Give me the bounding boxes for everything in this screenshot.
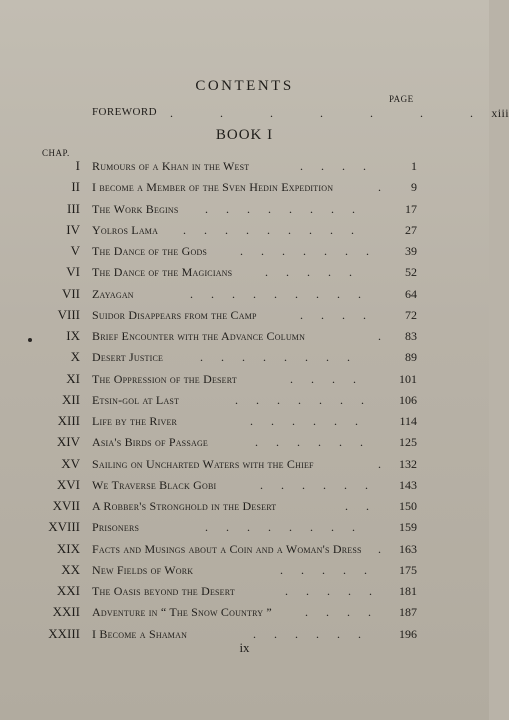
chapter-number: X [70, 349, 80, 365]
leader-dots: . . . . . . . [240, 244, 369, 258]
chapter-title: Adventure in “ The Snow Country ” [92, 605, 272, 620]
leader-dots: . [378, 541, 381, 556]
chapter-entry [0, 179, 489, 199]
leader-dots: . . . . . . . . . [190, 286, 361, 301]
chapter-page: 106 [399, 392, 417, 407]
chapter-entry [0, 243, 489, 263]
chapter-entry [0, 201, 489, 221]
leader-dots: . . . . . . [253, 626, 361, 641]
chapter-title: The Dance of the Gods [92, 244, 208, 258]
chapter-title: The Oasis beyond the Desert [92, 584, 235, 598]
book-heading: BOOK I [215, 127, 274, 143]
chapter-entry [0, 222, 489, 242]
chapter-entry [0, 541, 489, 561]
chapter-title: The Work Begins [92, 201, 179, 216]
chapter-number: III [67, 200, 80, 216]
chapter-title: Rumours of a Khan in the West [92, 159, 250, 173]
chapter-number: IX [66, 328, 80, 343]
leader-dots: . . . . . . . [235, 392, 364, 407]
chapter-number: XVII [52, 498, 80, 513]
chapter-title: Zayagan [92, 286, 134, 301]
chapter-title: Facts and Musings about a Coin and a Woman's Dress [92, 541, 362, 556]
chapter-number: XV [61, 455, 80, 471]
leader-dots: . . . . . . [250, 414, 358, 428]
chapter-number: XI [66, 370, 80, 386]
chapter-page: 132 [399, 456, 417, 471]
leader-dots: . . . . . . . . [205, 201, 355, 216]
contents-heading: CONTENTS [195, 78, 294, 94]
chapter-title: A Robber's Stronghold in the Desert [92, 499, 277, 513]
chapter-number: VIII [57, 306, 80, 322]
chapter-number: IV [66, 221, 80, 237]
chapter-title: The Oppression of the Desert [92, 371, 237, 386]
chapter-page: 64 [405, 286, 417, 301]
foreword-label: FOREWORD [92, 106, 157, 118]
leader-dots: . . . . . . . . [200, 350, 350, 365]
chapter-entry [0, 562, 489, 582]
chapter-number: XII [61, 391, 80, 407]
chapter-number: XIII [57, 413, 80, 428]
chapter-page: 101 [399, 371, 417, 386]
chapter-page: 163 [399, 541, 417, 556]
leader-dots: . . . . [290, 371, 356, 386]
chapter-number: XX [61, 561, 80, 577]
chapter-title: Brief Encounter with the Advance Column [92, 329, 306, 343]
chapter-number: XIX [56, 540, 80, 556]
chapter-title: I Become a Shaman [92, 626, 188, 641]
chapter-number: VII [61, 285, 80, 301]
chapter-entry [0, 158, 489, 178]
leader-dots: . . . . . . [260, 477, 368, 492]
chapter-entry [0, 349, 489, 369]
chapter-entry [0, 328, 489, 348]
chapter-page: 1 [411, 159, 417, 173]
chapter-page: 181 [399, 584, 417, 598]
chapter-page: 150 [399, 499, 417, 513]
chapter-entry [0, 519, 489, 539]
chapter-entry [0, 413, 489, 433]
chapter-title: Etsin-gol at Last [92, 392, 180, 407]
chapter-title: We Traverse Black Gobi [92, 477, 217, 492]
chapter-entry [0, 583, 489, 603]
leader-dots: . [378, 456, 381, 471]
chapter-page: 83 [405, 329, 417, 343]
chapter-title: Suidor Disappears from the Camp [92, 307, 257, 322]
chapter-title: Yolros Lama [92, 222, 159, 237]
chapter-page: 17 [405, 201, 417, 216]
chapter-entry [0, 477, 489, 497]
leader-dots: . . . . . . [255, 435, 363, 450]
paper-speck [28, 338, 32, 342]
leader-dots: . [378, 329, 381, 343]
chapter-page: 187 [399, 605, 417, 620]
chapter-entry [0, 434, 489, 454]
chapter-page: 27 [405, 222, 417, 237]
chapter-page: 175 [399, 562, 417, 577]
chapter-number: XXIII [48, 625, 80, 641]
chapter-column-label: CHAP. [42, 148, 70, 158]
chapter-entry [0, 264, 489, 284]
leader-dots: . [378, 180, 381, 195]
chapter-page: 39 [405, 244, 417, 258]
leader-dots: . . . . [305, 605, 371, 620]
leader-dots: . . . . . [280, 562, 367, 577]
chapter-title: Life by the River [92, 414, 178, 428]
chapter-entry [0, 392, 489, 412]
chapter-entry [0, 371, 489, 391]
chapter-number: XVIII [48, 519, 80, 535]
chapter-number: XVI [56, 476, 80, 492]
leader-dots: . . . . . . . . . [183, 222, 354, 237]
chapter-number: VI [66, 264, 80, 280]
foreword-entry [92, 106, 509, 122]
chapter-entry [0, 604, 489, 624]
leader-dots: . . . . . . . [170, 106, 495, 120]
chapter-page: 159 [399, 520, 417, 535]
leader-dots: . . . . . [265, 265, 352, 280]
chapter-title: New Fields of Work [92, 562, 194, 577]
leader-dots: . . . . . . . . [205, 520, 355, 535]
chapter-page: 114 [399, 414, 417, 428]
chapter-number: V [70, 243, 80, 258]
chapter-entry [0, 286, 489, 306]
chapter-page: 143 [399, 477, 417, 492]
chapter-page: 196 [399, 626, 417, 641]
chapter-entry [0, 456, 489, 476]
chapter-page: 125 [399, 435, 417, 450]
chapter-page: 72 [405, 307, 417, 322]
chapter-number: XIV [56, 434, 80, 450]
chapter-number: II [71, 179, 80, 195]
chapter-number: I [75, 158, 80, 173]
chapter-number: XXI [56, 583, 80, 598]
chapter-entry [0, 307, 489, 327]
chapter-title: I become a Member of the Sven Hedin Expedition [92, 180, 334, 195]
chapter-title: Sailing on Uncharted Waters with the Chief [92, 456, 314, 471]
page-number: ix [239, 640, 250, 655]
chapter-title: Prisoners [92, 520, 140, 535]
chapter-page: 9 [411, 180, 417, 195]
foreword-page: xiii [491, 106, 509, 120]
page-column-label: PAGE [389, 94, 414, 104]
leader-dots: . . . . [300, 307, 366, 322]
chapter-entry [0, 498, 489, 518]
leader-dots: . . . . . [285, 584, 372, 598]
chapter-page: 52 [405, 265, 417, 280]
chapter-title: The Dance of the Magicians [92, 265, 233, 280]
chapter-number: XXII [52, 604, 80, 620]
leader-dots: . . . . [300, 159, 366, 173]
chapter-title: Asia's Birds of Passage [92, 435, 209, 450]
leader-dots: . . [345, 499, 369, 513]
chapter-page: 89 [405, 350, 417, 365]
chapter-title: Desert Justice [92, 350, 164, 365]
